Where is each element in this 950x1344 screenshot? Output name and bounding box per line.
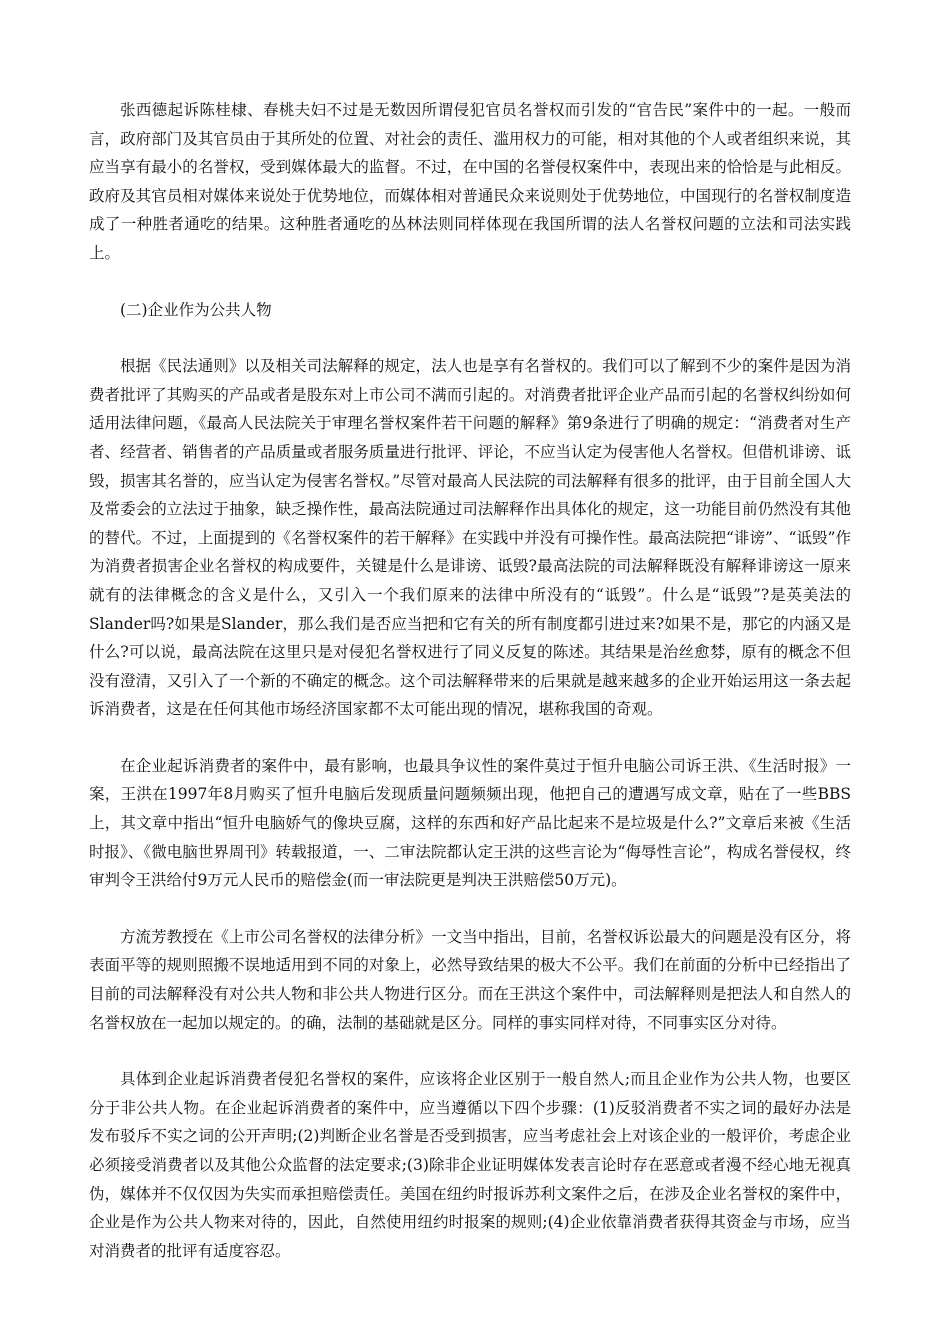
paragraph-steps: 具体到企业起诉消费者侵犯名誉权的案件，应该将企业区别于一般自然人;而且企业作为公共人物，也要区分于非公共人物。在企业起诉消费者的案件中，应当遵循以下四个步骤：(1)反驳消费者不实之词的最好办法是发布驳斥不实之词的公开声明;(2)判断企业名誉是否受到损害，应当考虑社会上对该企业的一般评价，考虑企业必须接受消费者以及其他公众监督的法定要求;(3)除非企业证明媒体发表言论时存在恶意或者漫不经心地无视真伪，媒体并不仅仅因为失实而承担赔偿责任。美国在纽约时报诉苏利文案件之后，在涉及企业名誉权的案件中，企业是作为公共人物来对待的，因此，自然使用纽约时报案的规则;(4)企业依靠消费者获得其资金与市场，应当对消费者的批评有适度容忍。 — [89, 1070, 851, 1260]
section-heading: (二)企业作为公共人物 — [120, 300, 272, 319]
paragraph-legal-basis: 根据《民法通则》以及相关司法解释的规定，法人也是享有名誉权的。我们可以了解到不少的案件是因为消费者批评了其购买的产品或者是股东对上市公司不满而引起的。对消费者批评企业产品而引起的名誉权纠纷如何适用法律问题，《最高人民法院关于审理名誉权案件若干问题的解释》第9条进行了明确的规定：“消费者对生产者、经营者、销售者的产品质量或者服务质量进行批评、评论，不应当认定为侵害他人名誉权。但借机诽谤、诋毁，损害其名誉的，应当认定为侵害名誉权。”尽管对最高人民法院的司法解释有很多的批评，由于目前全国人大及常委会的立法过于抽象，缺乏操作性，最高法院通过司法解释作出具体化的规定，这一功能目前仍然没有其他的替代。不过，上面提到的《名誉权案件的若干解释》在实践中并没有可操作性。最高法院把“诽谤”、“诋毁”作为消费者损害企业名誉权的构成要件，关键是什么是诽谤、诋毁?最高法院的司法解释既没有解释诽谤这一原来就有的法律概念的含义是什么，又引入一个我们原来的法律中所没有的“诋毁”。什么是“诋毁”?是英美法的Slander吗?如果是Slander，那么我们是否应当把和它有关的所有制度都引进过来?如果不是，那它的内涵又是什么?可以说，最高法院在这里只是对侵犯名誉权进行了同义反复的陈述。其结果是治丝愈棼，原有的概念不但没有澄清，又引入了一个新的不确定的概念。这个司法解释带来的后果就是越来越多的企业开始运用这一条去起诉消费者，这是在任何其他市场经济国家都不太可能出现的情况，堪称我国的奇观。 — [89, 357, 851, 719]
paragraph-case-example: 在企业起诉消费者的案件中，最有影响，也最具争议性的案件莫过于恒升电脑公司诉王洪、《生活时报》一案，王洪在1997年8月购买了恒升电脑后发现质量问题频频出现，他把自己的遭遇写成文章，贴在了一些BBS上，其文章中指出“恒升电脑娇气的像块豆腐，这样的东西和好产品比起来不是垃圾是什么?”文章后来被《生活时报》、《微电脑世界周刊》转载报道，一、二审法院都认定王洪的这些言论为“侮辱性言论”，构成名誉侵权，终审判令王洪给付9万元人民币的赔偿金(而一审法院更是判决王洪赔偿50万元)。 — [89, 756, 851, 890]
document-body — [89, 96, 851, 1265]
paragraph-intro: 张西德起诉陈桂棣、春桃夫妇不过是无数因所谓侵犯官员名誉权而引发的“官告民”案件中的一起。一般而言，政府部门及其官员由于其所处的位置、对社会的责任、滥用权力的可能，相对其他的个人或者组织来说，其应当享有最小的名誉权，受到媒体最大的监督。不过，在中国的名誉侵权案件中，表现出来的恰恰是与此相反。政府及其官员相对媒体来说处于优势地位，而媒体相对普通民众来说则处于优势地位，中国现行的名誉权制度造成了一种胜者通吃的结果。这种胜者通吃的丛林法则同样体现在我国所谓的法人名誉权问题的立法和司法实践上。 — [89, 101, 851, 262]
paragraph-analysis: 方流芳教授在《上市公司名誉权的法律分析》一文当中指出，目前，名誉权诉讼最大的问题是没有区分，将表面平等的规则照搬不误地适用到不同的对象上，必然导致结果的极大不公平。我们在前面的分析中已经指出了目前的司法解释没有对公共人物和非公共人物进行区分。而在王洪这个案件中，司法解释则是把法人和自然人的名誉权放在一起加以规定的。的确，法制的基础就是区分。同样的事实同样对待，不同事实区分对待。 — [89, 927, 851, 1032]
